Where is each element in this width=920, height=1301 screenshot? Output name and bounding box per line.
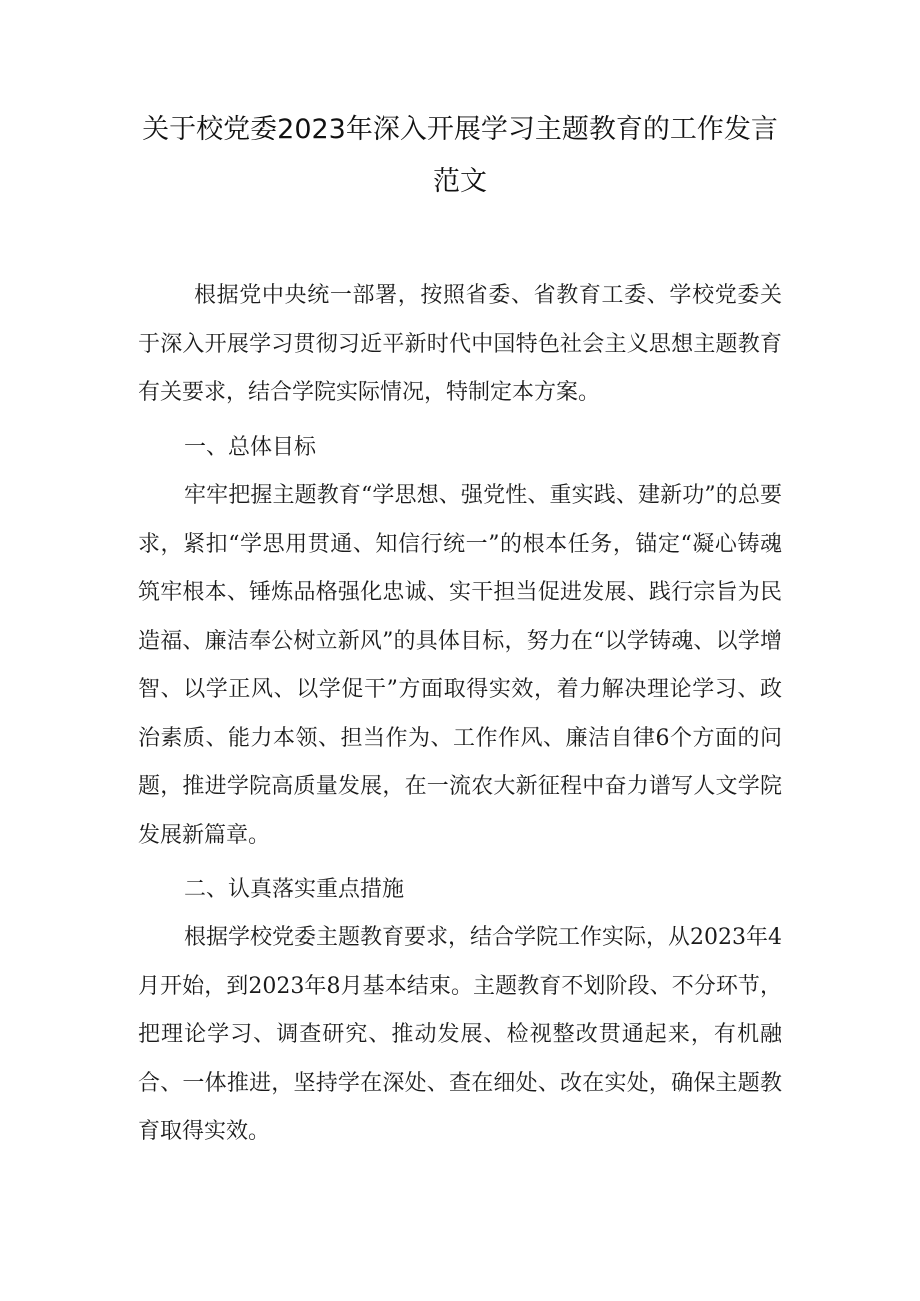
section-1-paragraph: 牢牢把握主题教育“学思想、强党性、重实践、建新功”的总要求，紧扣“学思用贯通、知信行统一”的根本任务，锚定“凝心铸魂筑牢根本、锤炼品格强化忠诚、实干担当促进发展、践行宗旨为民造福、廉洁奉公树立新风”的具体目标，努力在“以学铸魂、以学增智、以学正风、以学促干”方面取得实效，着力解决理论学习、政治素质、能力本领、担当作为、工作作风、廉洁自律6个方面的问题，推进学院高质量发展，在一流农大新征程中奋力谱写人文学院发展新篇章。 xyxy=(138,483,782,848)
document-title: 关于校党委2023年深入开展学习主题教育的工作发言范文 xyxy=(142,114,778,197)
section-2-heading: 二、认真落实重点措施 xyxy=(184,877,405,902)
section-1-heading: 一、总体目标 xyxy=(184,435,317,460)
intro-paragraph: 根据党中央统一部署，按照省委、省教育工委、学校党委关于深入开展学习贯彻习近平新时代中国特色社会主义思想主题教育有关要求，结合学院实际情况，特制定本方案。 xyxy=(138,283,782,405)
section-2-paragraph: 根据学校党委主题教育要求，结合学院工作实际，从2023年4月开始，到2023年8月基本结束。主题教育不划阶段、不分环节，把理论学习、调查研究、推动发展、检视整改贯通起来，有机融合、一体推进，坚持学在深处、查在细处、改在实处，确保主题教育取得实效。 xyxy=(138,925,782,1144)
